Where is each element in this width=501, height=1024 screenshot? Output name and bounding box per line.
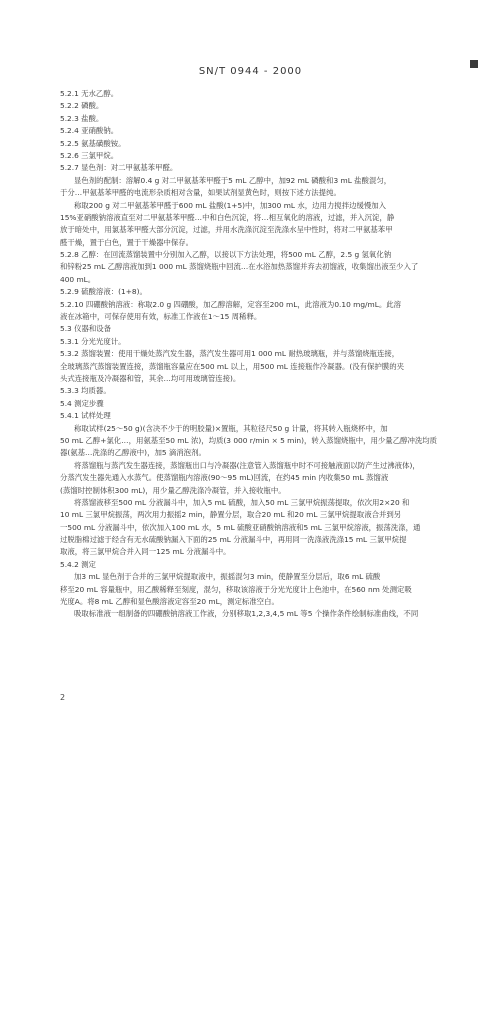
text-line: 器(氨基…洗涤的乙醇液中)，加5 滴消泡剂。	[60, 448, 206, 458]
text-line: 称取200 g 对二甲氨基苯甲醛于600 mL 盐酸(1+5)中，加300 mL 水，边用力搅拌边缓慢加入	[74, 200, 387, 210]
text-line: (蒸馏时控制体积300 mL)，用少量乙醇洗涤冷凝管，并入接收瓶中。	[60, 485, 286, 495]
text-line: 400 mL。	[60, 274, 96, 284]
text-line: 光度A。将8 mL 乙醇和显色酸溶液定容至20 mL，测定标准空白。	[60, 597, 279, 607]
corner-mark	[470, 60, 478, 68]
text-line: 和锌粉25 mL 乙醇溶液加到1 000 mL 蒸馏烧瓶中回流…在水浴加热蒸馏并弃去初馏液，收集馏出液至少入了	[60, 262, 419, 272]
document-body	[60, 88, 440, 621]
text-line: 称取试样(25～50 g)(含决不少于的明胶量)×置瓶，其粒径尺50 g 计量，将其转入瓶烧杯中，加	[74, 423, 388, 433]
text-line: 将蒸馏液移至500 mL 分液漏斗中，加入5 mL 硫酸，加入50 mL 三氯甲烷振荡提取，依次用2×20 和	[74, 497, 410, 507]
text-line: 5.2.1 无水乙醇。	[60, 89, 119, 98]
text-line: 5.2.3 盐酸。	[60, 113, 104, 123]
text-line: 5.2.2 磷酸。	[60, 101, 104, 111]
text-line: 取液，将三氯甲烷合并入同一125 mL 分液漏斗中。	[60, 547, 231, 557]
text-line: 5.2.6 三氯甲烷。	[60, 150, 119, 160]
page-number: 2	[60, 693, 66, 702]
text-line: 于分…甲氨基苯甲醛的电流形杂质相对含量，如果试剂显黄色时，则按下述方法提纯。	[60, 188, 341, 198]
text-line: 5.3.2 蒸馏装置：使用干燥处蒸汽发生器，蒸汽发生器可用1 000 mL 耐热玻璃瓶，并与蒸馏烧瓶连接，	[60, 349, 400, 359]
text-line: 15%亚硝酸钠溶液直至对二甲氨基苯甲醛…中和白色沉淀，将…相互氧化的溶液，过滤，并入沉淀，静	[60, 212, 395, 222]
text-line: 5.2.9 硫酸溶液：(1+8)。	[60, 287, 147, 297]
text-line: 5.3.3 均质器。	[60, 386, 111, 396]
text-line: 移至20 mL 容量瓶中，用乙酸稀释至刻度，混匀，移取该溶液于分光光度计上色池中，在560 nm 处测定吸	[60, 584, 412, 594]
text-line: 50 mL 乙醇+氯化…，用氨基至50 mL 浓)，均质(3 000 r/min × 5 min)，转入蒸馏烧瓶中，用少量乙醇冲洗均质	[60, 435, 438, 445]
text-line: 醛干燥，置于白色，置于干燥器中保存。	[60, 237, 194, 247]
text-line: 头式连接瓶及冷凝器和管，其余…均可用玻璃管连接)。	[60, 373, 241, 383]
text-line: 5.4.1 试样处理	[60, 411, 111, 421]
text-line: 将蒸馏瓶与蒸汽发生器连接，蒸馏瓶出口与冷凝器(注意管入蒸馏瓶中时不可接触液面以防产生过沸液体)，	[74, 460, 420, 470]
text-line: 全玻璃蒸汽蒸馏装置连接，蒸馏瓶容量应在500 mL 以上，用500 mL 连接瓶作冷凝器。(没有保护膜的夹	[60, 361, 404, 371]
text-line: 5.2.4 亚硝酸钠。	[60, 126, 119, 136]
text-line: 显色剂的配制：溶解0.4 g 对二甲氨基苯甲醛于5 mL 乙醇中，加92 mL 磷酸和3 mL 盐酸混匀，	[74, 175, 392, 185]
text-line: 5.4.2 测定	[60, 559, 96, 569]
text-line: 5.4 测定步骤	[60, 398, 104, 408]
text-line: 5.2.7 显色剂：对二甲氨基苯甲醛。	[60, 163, 178, 173]
text-line: 5.3.1 分光光度计。	[60, 336, 126, 346]
text-line: 液在冰箱中，可保存使用有效，标准工作液在1～15 周稀释。	[60, 312, 262, 322]
text-line: 过脱脂棉过滤于经含有无水硫酸钠漏入下面的25 mL 分液漏斗中，再用同一洗涤液洗涤15 mL 三氯甲烷提	[60, 535, 407, 545]
text-line: 吸取标准液一组制备的四硼酸钠溶液工作液，分别移取1,2,3,4,5 mL 等5 个操作条件绘制标准曲线，不同	[74, 609, 419, 619]
text-line: 5.2.5 氨基磺酸铵。	[60, 138, 126, 148]
text-line: 5.3 仪器和设备	[60, 324, 112, 334]
text-line: 放于暗处中，用氯基苯甲醛大部分沉淀，过滤，并用水洗涤沉淀至洗涤水呈中性时，将对二甲氨基苯甲	[60, 225, 393, 235]
text-line: 10 mL 三氯甲烷振荡，两次用力振摇2 min，静置分层，取合20 mL 和20 mL 三氯甲烷提取液合并到另	[60, 510, 402, 520]
text-line: 5.2.8 乙醇：在回流蒸馏装置中分别加入乙醇，以接以下方法处理，将500 mL 乙醇，2.5 g 氢氧化钠	[60, 250, 392, 260]
standard-code: SN/T 0944 - 2000	[198, 66, 303, 77]
text-line: 加3 mL 显色剂于合并的三氯甲烷提取液中，振摇混匀3 min，使静置至分层后，取6 mL 硫酸	[74, 572, 381, 582]
text-line: 一500 mL 分液漏斗中，依次加入100 mL 水，5 mL 硫酸亚硝酸钠溶液和5 mL 三氯甲烷溶液，振荡洗涤，通	[60, 522, 421, 532]
text-line: 5.2.10 四硼酸钠溶液：称取2.0 g 四硼酸，加乙醇溶解，定容至200 mL，此溶液为0.10 mg/mL。此溶	[60, 299, 401, 309]
text-line: 分蒸汽发生器先通入水蒸气。使蒸馏瓶内溶液(90～95 mL)回流，在约45 min 内收集50 mL 蒸馏液	[60, 473, 389, 483]
